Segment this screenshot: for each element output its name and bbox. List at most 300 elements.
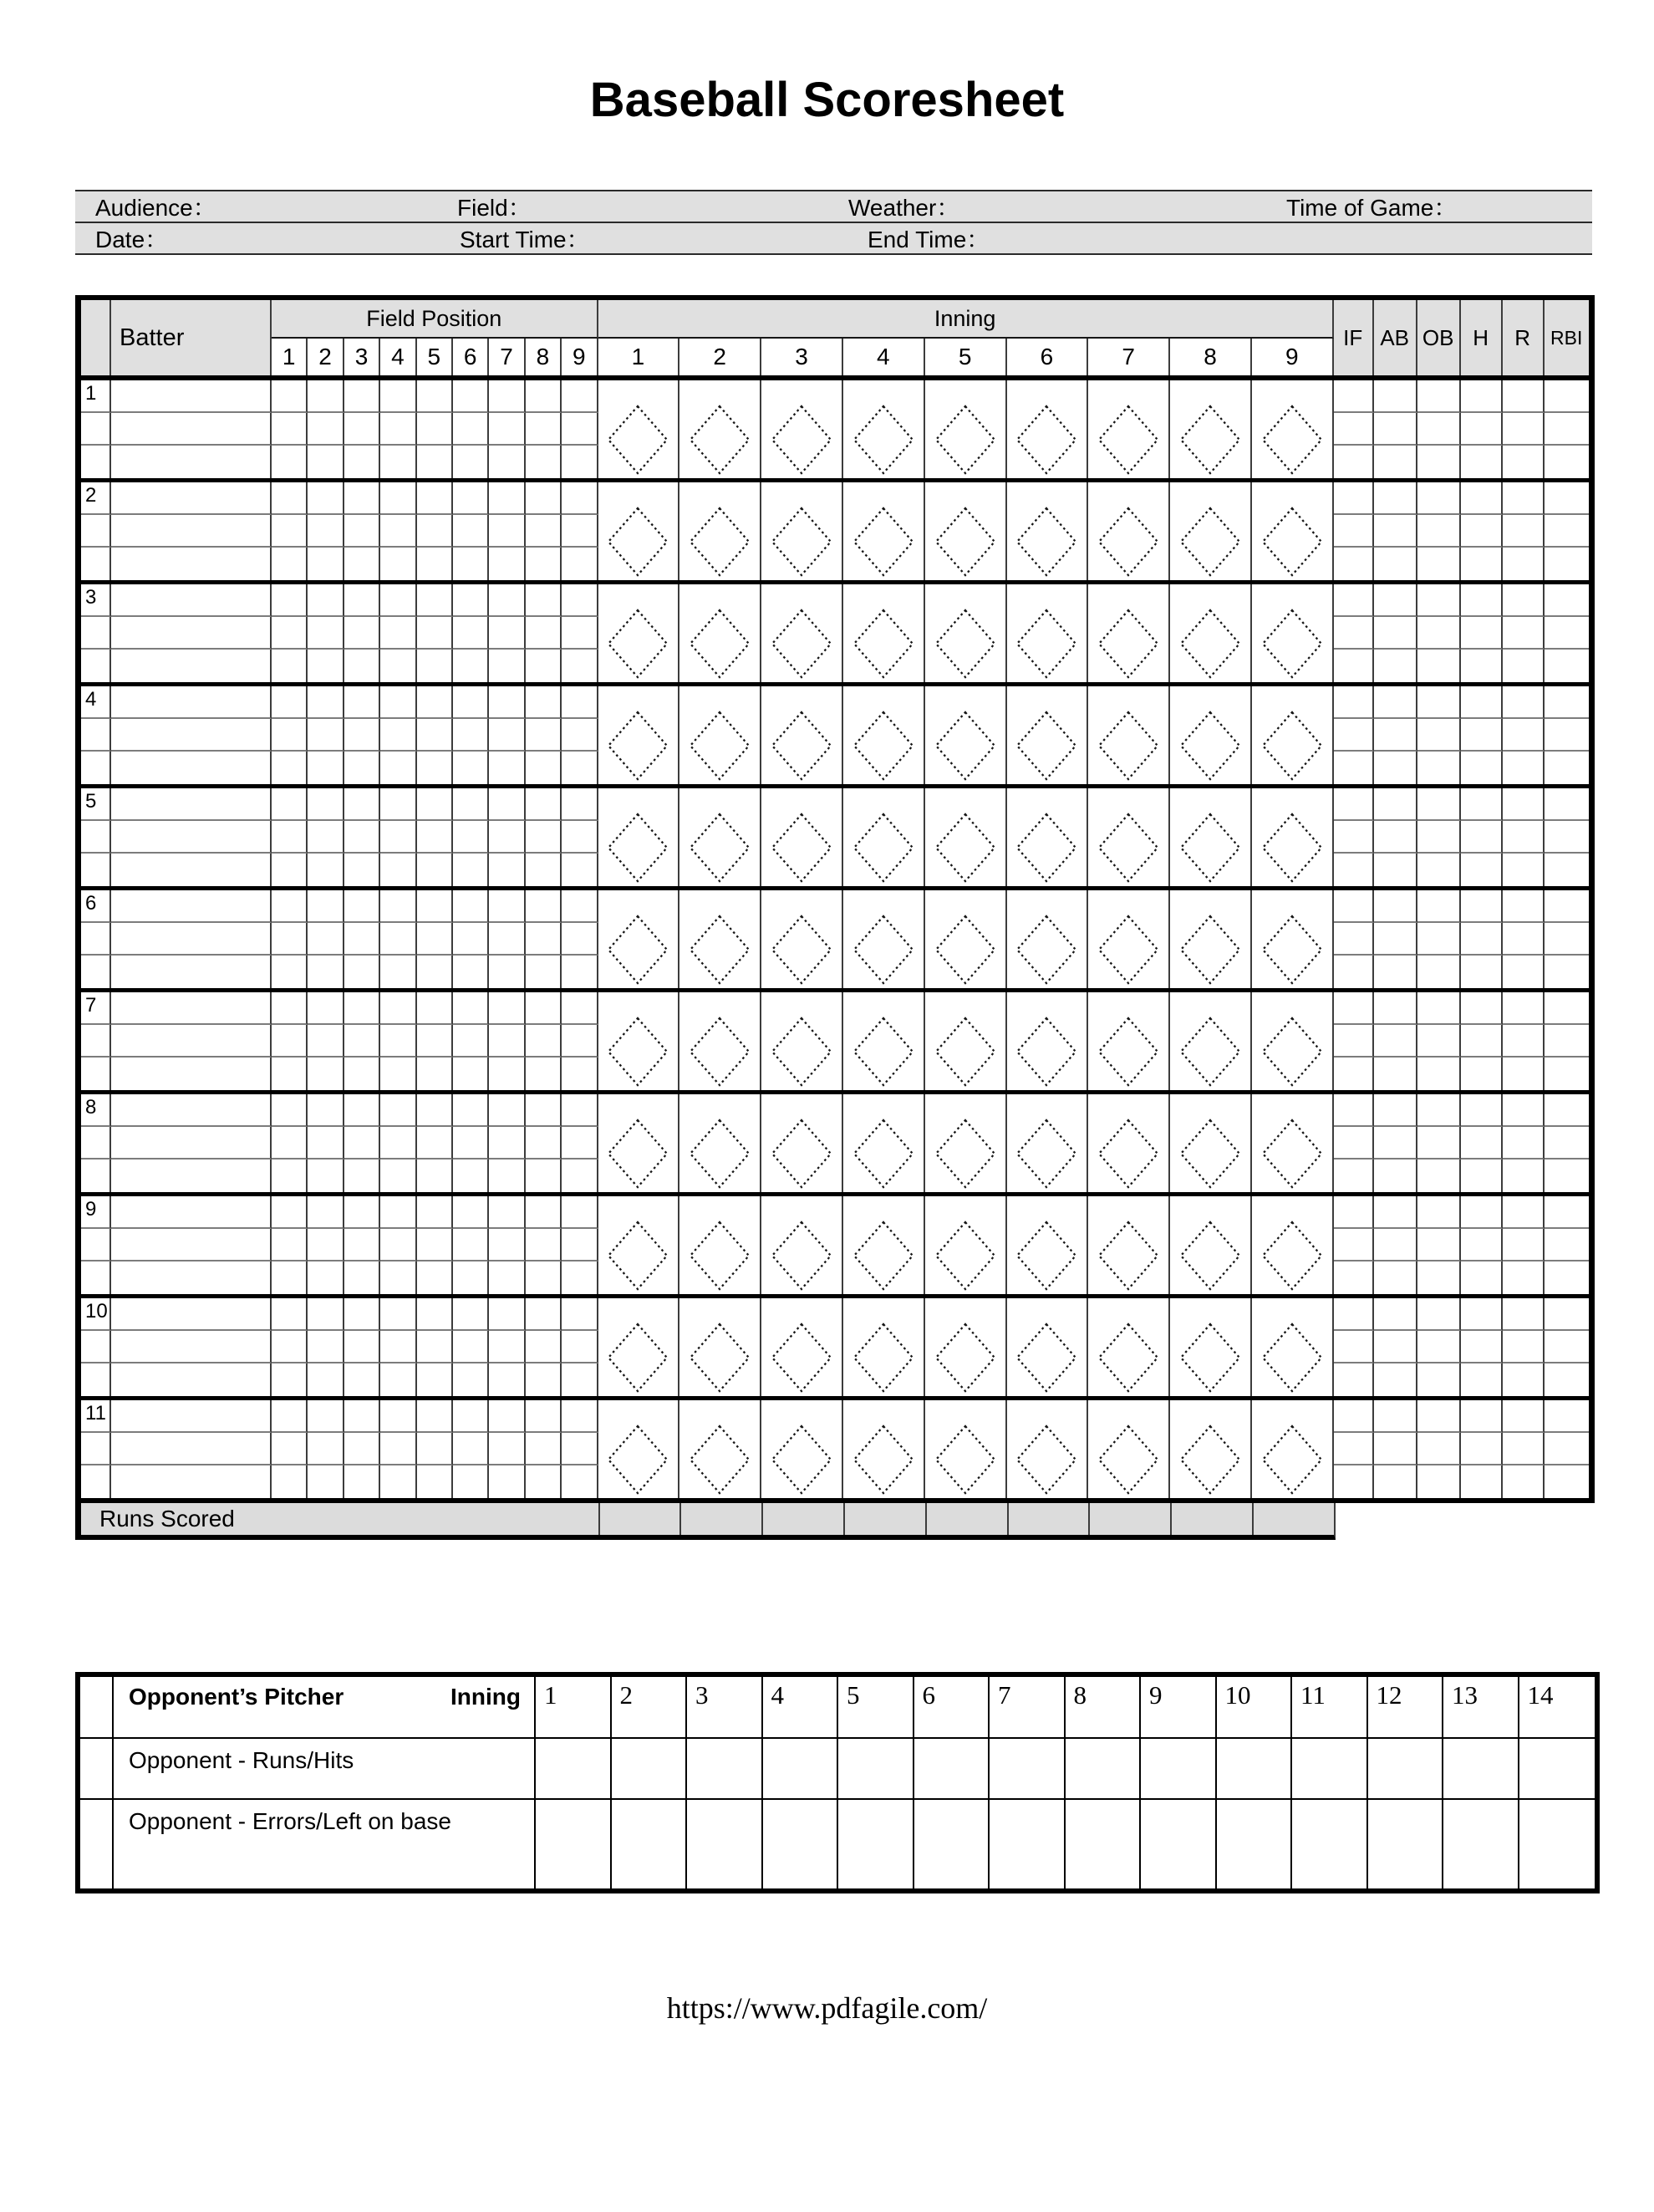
field-position-cell[interactable]	[344, 1229, 380, 1261]
stat-cell[interactable]	[1503, 890, 1545, 923]
field-position-cell[interactable]	[272, 992, 308, 1025]
field-position-cell[interactable]	[344, 650, 380, 682]
field-position-cell[interactable]	[272, 1127, 308, 1160]
stat-cell[interactable]	[1545, 1400, 1589, 1433]
stat-cell[interactable]	[1334, 446, 1374, 478]
inning-scoring-cell[interactable]	[598, 992, 680, 1090]
inning-scoring-cell[interactable]	[679, 686, 761, 784]
inning-scoring-cell[interactable]	[761, 584, 843, 682]
field-position-cell[interactable]	[526, 1433, 562, 1465]
field-position-cell[interactable]	[453, 1127, 489, 1160]
stat-cell[interactable]	[1503, 1433, 1545, 1465]
inning-scoring-cell[interactable]	[1007, 1094, 1089, 1192]
inning-scoring-cell[interactable]	[1007, 788, 1089, 886]
info-bar-row-1[interactable]	[75, 190, 1592, 223]
stat-cell[interactable]	[1417, 1400, 1461, 1433]
inning-scoring-cell[interactable]	[679, 1094, 761, 1192]
field-position-cell[interactable]	[380, 1433, 416, 1465]
field-position-cell[interactable]	[380, 1094, 416, 1127]
stat-cell[interactable]	[1503, 1160, 1545, 1192]
field-position-cell[interactable]	[308, 650, 344, 682]
stat-cell[interactable]	[1374, 719, 1417, 752]
stat-cell[interactable]	[1461, 1465, 1503, 1498]
inning-scoring-cell[interactable]	[1170, 992, 1252, 1090]
opponent-inning-cell[interactable]	[1217, 1800, 1293, 1888]
stat-cell[interactable]	[1461, 482, 1503, 515]
field-position-cell[interactable]	[344, 1400, 380, 1433]
field-position-cell[interactable]	[380, 956, 416, 988]
field-position-cell[interactable]	[453, 923, 489, 956]
stat-cell[interactable]	[1417, 413, 1461, 446]
stat-cell[interactable]	[1374, 548, 1417, 580]
batter-name-cell[interactable]	[111, 956, 272, 988]
field-position-cell[interactable]	[344, 854, 380, 886]
field-position-cell[interactable]	[380, 1229, 416, 1261]
field-position-cell[interactable]	[272, 1298, 308, 1331]
field-position-cell[interactable]	[417, 413, 453, 446]
inning-scoring-cell[interactable]	[1088, 380, 1170, 478]
field-position-cell[interactable]	[417, 650, 453, 682]
stat-cell[interactable]	[1334, 1229, 1374, 1261]
inning-scoring-cell[interactable]	[843, 686, 925, 784]
field-position-cell[interactable]	[272, 584, 308, 617]
field-position-cell[interactable]	[526, 854, 562, 886]
stat-cell[interactable]	[1374, 854, 1417, 886]
stat-cell[interactable]	[1545, 1465, 1589, 1498]
inning-scoring-cell[interactable]	[925, 1196, 1007, 1294]
stat-cell[interactable]	[1374, 1127, 1417, 1160]
inning-scoring-cell[interactable]	[1252, 1196, 1334, 1294]
field-position-cell[interactable]	[308, 1058, 344, 1090]
stat-cell[interactable]	[1545, 719, 1589, 752]
stat-cell[interactable]	[1334, 1127, 1374, 1160]
stat-cell[interactable]	[1503, 854, 1545, 886]
stat-cell[interactable]	[1374, 380, 1417, 413]
stat-cell[interactable]	[1417, 650, 1461, 682]
field-position-cell[interactable]	[453, 1465, 489, 1498]
opponent-inning-cell[interactable]	[1368, 1800, 1444, 1888]
batter-name-cell[interactable]	[111, 548, 272, 580]
stat-cell[interactable]	[1374, 956, 1417, 988]
stat-cell[interactable]	[1374, 1196, 1417, 1229]
batter-name-cell[interactable]	[111, 1229, 272, 1261]
field-position-cell[interactable]	[417, 548, 453, 580]
stat-cell[interactable]	[1461, 821, 1503, 854]
inning-scoring-cell[interactable]	[761, 1400, 843, 1498]
inning-scoring-cell[interactable]	[925, 686, 1007, 784]
field-position-cell[interactable]	[344, 1331, 380, 1363]
stat-cell[interactable]	[1545, 992, 1589, 1025]
stat-cell[interactable]	[1503, 650, 1545, 682]
inning-scoring-cell[interactable]	[1007, 482, 1089, 580]
inning-scoring-cell[interactable]	[1088, 1400, 1170, 1498]
inning-scoring-cell[interactable]	[761, 1196, 843, 1294]
field-position-cell[interactable]	[417, 1127, 453, 1160]
opponent-inning-cell[interactable]	[1066, 1739, 1142, 1800]
field-position-cell[interactable]	[417, 923, 453, 956]
field-position-cell[interactable]	[562, 1058, 598, 1090]
stat-cell[interactable]	[1334, 413, 1374, 446]
stat-cell[interactable]	[1374, 584, 1417, 617]
stat-cell[interactable]	[1417, 1058, 1461, 1090]
field-position-cell[interactable]	[562, 1331, 598, 1363]
stat-cell[interactable]	[1334, 584, 1374, 617]
stat-cell[interactable]	[1417, 515, 1461, 548]
field-position-cell[interactable]	[308, 854, 344, 886]
stat-cell[interactable]	[1374, 686, 1417, 719]
stat-cell[interactable]	[1374, 617, 1417, 650]
field-position-cell[interactable]	[380, 752, 416, 784]
field-position-cell[interactable]	[380, 584, 416, 617]
field-position-cell[interactable]	[489, 515, 525, 548]
stat-cell[interactable]	[1374, 1025, 1417, 1058]
stat-cell[interactable]	[1461, 1160, 1503, 1192]
stat-cell[interactable]	[1461, 752, 1503, 784]
inning-scoring-cell[interactable]	[761, 482, 843, 580]
stat-cell[interactable]	[1334, 686, 1374, 719]
stat-cell[interactable]	[1374, 923, 1417, 956]
stat-cell[interactable]	[1417, 1160, 1461, 1192]
stat-cell[interactable]	[1545, 446, 1589, 478]
stat-cell[interactable]	[1503, 1127, 1545, 1160]
stat-cell[interactable]	[1417, 482, 1461, 515]
field-position-cell[interactable]	[417, 1261, 453, 1294]
opponent-inning-cell[interactable]	[1519, 1739, 1595, 1800]
field-position-cell[interactable]	[308, 992, 344, 1025]
opponent-inning-cell[interactable]	[1141, 1739, 1217, 1800]
stat-cell[interactable]	[1334, 752, 1374, 784]
inning-scoring-cell[interactable]	[679, 380, 761, 478]
stat-cell[interactable]	[1374, 752, 1417, 784]
stat-cell[interactable]	[1461, 380, 1503, 413]
batter-name-cell[interactable]	[111, 1196, 272, 1229]
inning-scoring-cell[interactable]	[925, 992, 1007, 1090]
field-position-cell[interactable]	[562, 1298, 598, 1331]
inning-scoring-cell[interactable]	[1007, 992, 1089, 1090]
runs-scored-cell[interactable]	[1088, 1503, 1170, 1535]
stat-cell[interactable]	[1417, 446, 1461, 478]
stat-cell[interactable]	[1374, 413, 1417, 446]
batter-name-cell[interactable]	[111, 1058, 272, 1090]
inning-scoring-cell[interactable]	[598, 482, 680, 580]
field-position-cell[interactable]	[344, 1261, 380, 1294]
field-position-cell[interactable]	[562, 1229, 598, 1261]
opponent-inning-cell[interactable]	[612, 1739, 688, 1800]
inning-scoring-cell[interactable]	[1170, 482, 1252, 580]
stat-cell[interactable]	[1374, 992, 1417, 1025]
opponent-inning-cell[interactable]	[838, 1739, 914, 1800]
inning-scoring-cell[interactable]	[1170, 1094, 1252, 1192]
field-position-cell[interactable]	[308, 788, 344, 821]
opponent-inning-cell[interactable]	[536, 1739, 612, 1800]
field-position-cell[interactable]	[562, 788, 598, 821]
batter-name-cell[interactable]	[111, 617, 272, 650]
stat-cell[interactable]	[1545, 1331, 1589, 1363]
field-position-cell[interactable]	[453, 752, 489, 784]
field-position-cell[interactable]	[526, 413, 562, 446]
field-position-cell[interactable]	[417, 1465, 453, 1498]
stat-cell[interactable]	[1334, 1261, 1374, 1294]
stat-cell[interactable]	[1503, 1331, 1545, 1363]
stat-cell[interactable]	[1503, 1298, 1545, 1331]
opponent-inning-cell[interactable]	[990, 1800, 1066, 1888]
field-position-cell[interactable]	[526, 821, 562, 854]
runs-scored-cell[interactable]	[761, 1503, 843, 1535]
stat-cell[interactable]	[1545, 584, 1589, 617]
stat-cell[interactable]	[1503, 413, 1545, 446]
stat-cell[interactable]	[1545, 1261, 1589, 1294]
stat-cell[interactable]	[1461, 515, 1503, 548]
field-position-cell[interactable]	[489, 1196, 525, 1229]
stat-cell[interactable]	[1461, 1400, 1503, 1433]
stat-cell[interactable]	[1417, 752, 1461, 784]
opponent-inning-cell[interactable]	[1217, 1739, 1293, 1800]
field-position-cell[interactable]	[526, 380, 562, 413]
field-position-cell[interactable]	[380, 821, 416, 854]
field-position-cell[interactable]	[562, 854, 598, 886]
batter-name-cell[interactable]	[111, 1465, 272, 1498]
stat-cell[interactable]	[1334, 1094, 1374, 1127]
field-position-cell[interactable]	[308, 1363, 344, 1396]
field-position-cell[interactable]	[272, 752, 308, 784]
field-position-cell[interactable]	[417, 1196, 453, 1229]
field-position-cell[interactable]	[344, 1363, 380, 1396]
field-position-cell[interactable]	[562, 380, 598, 413]
field-position-cell[interactable]	[453, 788, 489, 821]
field-position-cell[interactable]	[526, 650, 562, 682]
inning-scoring-cell[interactable]	[925, 788, 1007, 886]
inning-scoring-cell[interactable]	[843, 1094, 925, 1192]
field-position-cell[interactable]	[344, 1094, 380, 1127]
field-position-cell[interactable]	[489, 1465, 525, 1498]
field-position-cell[interactable]	[380, 482, 416, 515]
inning-scoring-cell[interactable]	[761, 1094, 843, 1192]
field-position-cell[interactable]	[272, 1196, 308, 1229]
field-position-cell[interactable]	[417, 1298, 453, 1331]
field-position-cell[interactable]	[453, 584, 489, 617]
field-position-cell[interactable]	[417, 1363, 453, 1396]
inning-scoring-cell[interactable]	[598, 584, 680, 682]
opponent-inning-cell[interactable]	[687, 1739, 763, 1800]
field-position-cell[interactable]	[272, 413, 308, 446]
inning-scoring-cell[interactable]	[761, 890, 843, 988]
opponent-inning-cell[interactable]	[1066, 1800, 1142, 1888]
stat-cell[interactable]	[1545, 482, 1589, 515]
batter-name-cell[interactable]	[111, 1298, 272, 1331]
stat-cell[interactable]	[1503, 821, 1545, 854]
field-position-cell[interactable]	[453, 1261, 489, 1294]
batter-name-cell[interactable]	[111, 584, 272, 617]
inning-scoring-cell[interactable]	[1088, 788, 1170, 886]
stat-cell[interactable]	[1461, 1363, 1503, 1396]
stat-cell[interactable]	[1334, 1196, 1374, 1229]
stat-cell[interactable]	[1545, 752, 1589, 784]
batter-name-cell[interactable]	[111, 752, 272, 784]
field-position-cell[interactable]	[272, 1363, 308, 1396]
stat-cell[interactable]	[1545, 380, 1589, 413]
batter-name-cell[interactable]	[111, 1127, 272, 1160]
stat-cell[interactable]	[1503, 380, 1545, 413]
stat-cell[interactable]	[1334, 1465, 1374, 1498]
stat-cell[interactable]	[1545, 1058, 1589, 1090]
field-position-cell[interactable]	[272, 446, 308, 478]
inning-scoring-cell[interactable]	[598, 686, 680, 784]
batter-name-cell[interactable]	[111, 482, 272, 515]
stat-cell[interactable]	[1461, 1058, 1503, 1090]
field-position-cell[interactable]	[489, 584, 525, 617]
stat-cell[interactable]	[1545, 650, 1589, 682]
stat-cell[interactable]	[1334, 923, 1374, 956]
field-position-cell[interactable]	[344, 821, 380, 854]
field-position-cell[interactable]	[417, 1229, 453, 1261]
stat-cell[interactable]	[1461, 1331, 1503, 1363]
stat-cell[interactable]	[1503, 1400, 1545, 1433]
field-position-cell[interactable]	[344, 548, 380, 580]
inning-scoring-cell[interactable]	[1088, 584, 1170, 682]
field-position-cell[interactable]	[526, 923, 562, 956]
inning-scoring-cell[interactable]	[843, 482, 925, 580]
stat-cell[interactable]	[1417, 584, 1461, 617]
stat-cell[interactable]	[1417, 1229, 1461, 1261]
field-position-cell[interactable]	[344, 515, 380, 548]
stat-cell[interactable]	[1545, 515, 1589, 548]
field-position-cell[interactable]	[526, 482, 562, 515]
field-position-cell[interactable]	[489, 1229, 525, 1261]
inning-scoring-cell[interactable]	[679, 1196, 761, 1294]
field-position-cell[interactable]	[489, 548, 525, 580]
inning-scoring-cell[interactable]	[1170, 788, 1252, 886]
stat-cell[interactable]	[1374, 482, 1417, 515]
field-position-cell[interactable]	[344, 1465, 380, 1498]
field-position-cell[interactable]	[380, 617, 416, 650]
field-position-cell[interactable]	[526, 890, 562, 923]
field-position-cell[interactable]	[272, 515, 308, 548]
stat-cell[interactable]	[1503, 956, 1545, 988]
field-position-cell[interactable]	[344, 923, 380, 956]
field-position-cell[interactable]	[272, 923, 308, 956]
field-position-cell[interactable]	[489, 1160, 525, 1192]
stat-cell[interactable]	[1334, 821, 1374, 854]
runs-scored-cell[interactable]	[598, 1503, 680, 1535]
stat-cell[interactable]	[1417, 548, 1461, 580]
inning-scoring-cell[interactable]	[1088, 482, 1170, 580]
field-position-cell[interactable]	[489, 1363, 525, 1396]
opponent-inning-cell[interactable]	[612, 1800, 688, 1888]
field-position-cell[interactable]	[453, 1433, 489, 1465]
field-position-cell[interactable]	[417, 584, 453, 617]
inning-scoring-cell[interactable]	[843, 1298, 925, 1396]
stat-cell[interactable]	[1503, 1229, 1545, 1261]
stat-cell[interactable]	[1503, 446, 1545, 478]
info-bar-row-2[interactable]	[75, 223, 1592, 255]
field-position-cell[interactable]	[380, 1160, 416, 1192]
field-position-cell[interactable]	[272, 821, 308, 854]
field-position-cell[interactable]	[380, 1196, 416, 1229]
field-position-cell[interactable]	[453, 956, 489, 988]
field-position-cell[interactable]	[489, 1025, 525, 1058]
stat-cell[interactable]	[1503, 1025, 1545, 1058]
stat-cell[interactable]	[1461, 1094, 1503, 1127]
footer-url[interactable]: https://www.pdfagile.com/	[666, 1991, 988, 2025]
stat-cell[interactable]	[1374, 1433, 1417, 1465]
stat-cell[interactable]	[1374, 1363, 1417, 1396]
stat-cell[interactable]	[1417, 380, 1461, 413]
field-position-cell[interactable]	[453, 548, 489, 580]
field-position-cell[interactable]	[453, 686, 489, 719]
field-position-cell[interactable]	[526, 1465, 562, 1498]
field-position-cell[interactable]	[417, 446, 453, 478]
stat-cell[interactable]	[1503, 617, 1545, 650]
field-position-cell[interactable]	[489, 890, 525, 923]
field-position-cell[interactable]	[344, 752, 380, 784]
inning-scoring-cell[interactable]	[1252, 1094, 1334, 1192]
field-position-cell[interactable]	[308, 1196, 344, 1229]
field-position-cell[interactable]	[417, 956, 453, 988]
stat-cell[interactable]	[1545, 1298, 1589, 1331]
field-position-cell[interactable]	[344, 686, 380, 719]
inning-scoring-cell[interactable]	[761, 992, 843, 1090]
inning-scoring-cell[interactable]	[843, 992, 925, 1090]
field-position-cell[interactable]	[562, 617, 598, 650]
field-position-cell[interactable]	[417, 788, 453, 821]
stat-cell[interactable]	[1503, 1261, 1545, 1294]
field-position-cell[interactable]	[308, 1229, 344, 1261]
field-position-cell[interactable]	[380, 992, 416, 1025]
inning-scoring-cell[interactable]	[1252, 1400, 1334, 1498]
stat-cell[interactable]	[1461, 890, 1503, 923]
field-position-cell[interactable]	[562, 515, 598, 548]
field-position-cell[interactable]	[562, 1465, 598, 1498]
inning-scoring-cell[interactable]	[843, 380, 925, 478]
batter-name-cell[interactable]	[111, 992, 272, 1025]
inning-scoring-cell[interactable]	[1170, 1196, 1252, 1294]
field-position-cell[interactable]	[417, 1025, 453, 1058]
field-position-cell[interactable]	[344, 584, 380, 617]
stat-cell[interactable]	[1461, 584, 1503, 617]
inning-scoring-cell[interactable]	[1007, 1298, 1089, 1396]
field-position-cell[interactable]	[380, 1261, 416, 1294]
field-position-cell[interactable]	[272, 854, 308, 886]
field-position-cell[interactable]	[380, 1127, 416, 1160]
batter-name-cell[interactable]	[111, 1400, 272, 1433]
opponent-inning-cell[interactable]	[990, 1739, 1066, 1800]
opponent-inning-cell[interactable]	[914, 1800, 990, 1888]
stat-cell[interactable]	[1461, 548, 1503, 580]
field-position-cell[interactable]	[526, 1196, 562, 1229]
field-position-cell[interactable]	[344, 1196, 380, 1229]
field-position-cell[interactable]	[344, 992, 380, 1025]
field-position-cell[interactable]	[417, 1433, 453, 1465]
stat-cell[interactable]	[1374, 1261, 1417, 1294]
field-position-cell[interactable]	[453, 1025, 489, 1058]
inning-scoring-cell[interactable]	[843, 1196, 925, 1294]
stat-cell[interactable]	[1417, 1127, 1461, 1160]
stat-cell[interactable]	[1461, 1196, 1503, 1229]
field-position-cell[interactable]	[453, 1331, 489, 1363]
stat-cell[interactable]	[1374, 515, 1417, 548]
field-position-cell[interactable]	[380, 446, 416, 478]
stat-cell[interactable]	[1334, 719, 1374, 752]
field-position-cell[interactable]	[380, 413, 416, 446]
field-position-cell[interactable]	[308, 1261, 344, 1294]
inning-scoring-cell[interactable]	[598, 380, 680, 478]
field-position-cell[interactable]	[272, 1058, 308, 1090]
stat-cell[interactable]	[1334, 482, 1374, 515]
field-position-cell[interactable]	[380, 1025, 416, 1058]
inning-scoring-cell[interactable]	[925, 482, 1007, 580]
field-position-cell[interactable]	[526, 1058, 562, 1090]
field-position-cell[interactable]	[272, 650, 308, 682]
